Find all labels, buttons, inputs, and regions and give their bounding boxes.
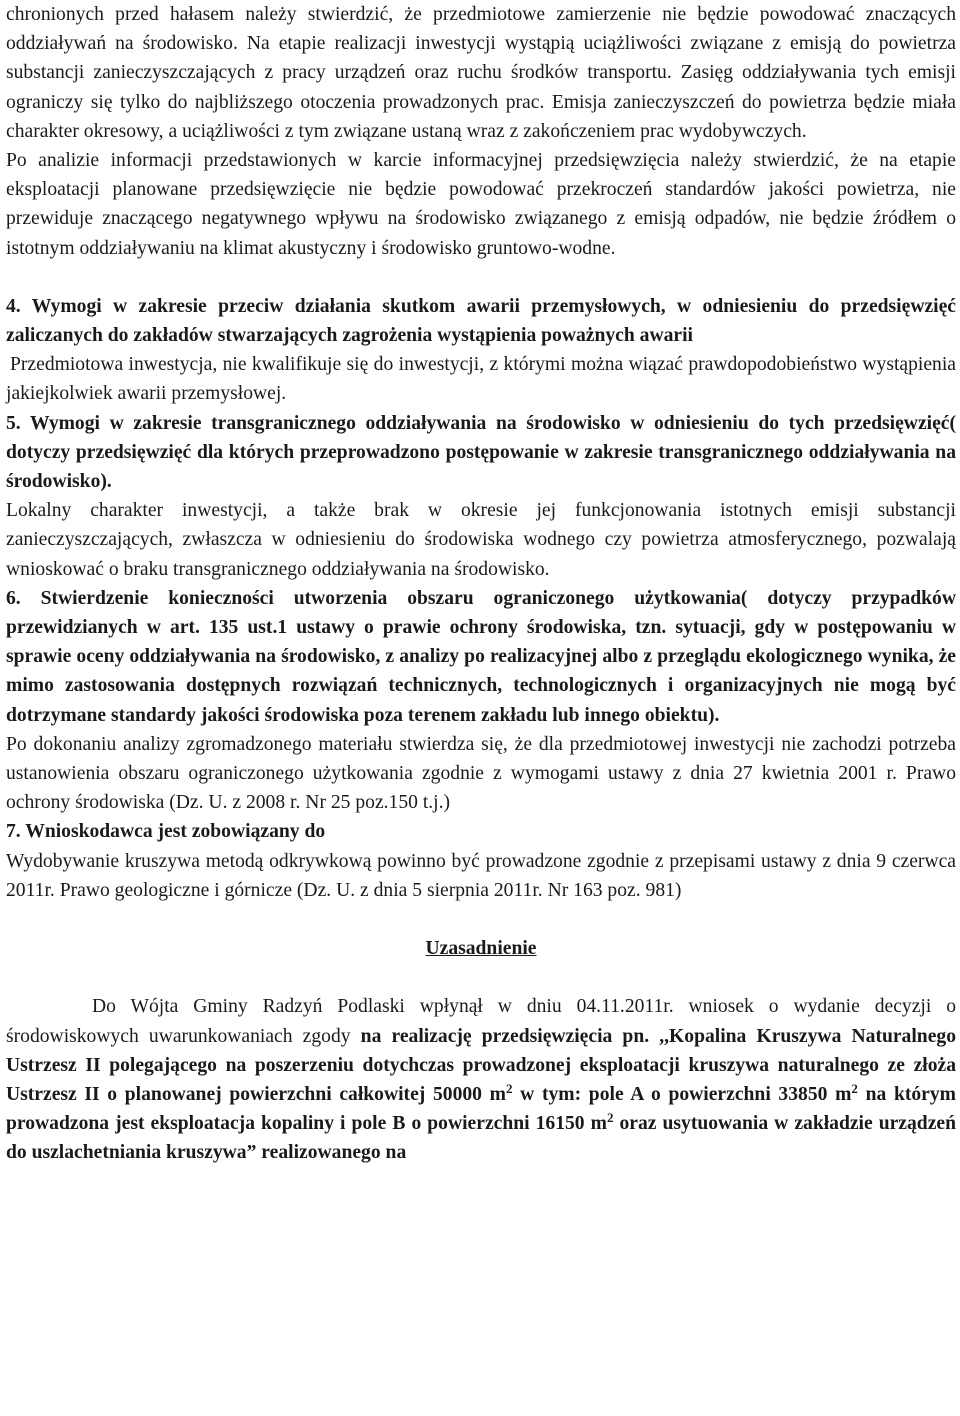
section-7-body: Wydobywanie kruszywa metodą odkrywkową powinno być prowadzone zgodnie z przepisami ustawy z dnia 9 czerwca 2011r. Prawo geologiczne i górnicze (Dz. U. z dnia 5 sierpnia 2011r. Nr 163 poz. 981)	[6, 850, 956, 901]
spacer	[6, 963, 956, 992]
section-4-body: Przedmiotowa inwestycja, nie kwalifikuje się do inwestycji, z którymi można wiązać prawdopodobieństwo wystąpienia jakiejkolwiek awarii przemysłowej.	[6, 354, 956, 405]
paragraph-emissions: chronionych przed hałasem należy stwierdzić, że przedmiotowe zamierzenie nie będzie powodować znaczących oddziaływań na środowisko. Na etapie realizacji inwestycji wystąpią uciążliwości związane z emisją do powietrza substancji zanieczyszczających z pracy urządzeń oraz ruchu środków transportu. Zasięg oddziaływania tych emisji ograniczy się tylko do najbliższego otoczenia prowadzonych prac. Emisja zanieczyszczeń do powietrza będzie miała charakter okresowy, a uciążliwości z tym związane ustaną wraz z zakończeniem prac wydobywczych.	[6, 4, 956, 142]
spacer	[6, 905, 956, 934]
paragraph-analysis: Po analizie informacji przedstawionych w karcie informacyjnej przedsięwzięcia należy stwierdzić, że na etapie eksploatacji planowane przedsięwzięcie nie będzie powodować przekroczeń standardów jakości powietrza, nie przewiduje znaczącego negatywnego wpływu na środowisko związanego z emisją odpadów, nie będzie źródłem o istotnym oddziaływaniu na klimat akustyczny i środowisko gruntowo-wodne.	[6, 150, 956, 259]
section-6-heading: 6. Stwierdzenie konieczności utworzenia obszaru ograniczonego użytkowania( dotyczy przypadków przewidzianych w art. 135 ust.1 ustawy o prawie ochrony środowiska, tzn. sytuacji, gdy w postępowaniu w sprawie oceny oddziaływania na środowisko, z analizy po realizacyjnej albo z przeglądu ekologicznego wynika, że mimo zastosowania dostępnych rozwiązań technicznych, technologicznych i organizacyjnych nie mogą być dotrzymane standardy jakości środowiska poza terenem zakładu lub innego obiektu).	[6, 587, 956, 726]
section-5-heading: 5. Wymogi w zakresie transgranicznego oddziaływania na środowisko w odniesieniu do tych przedsięwzięć( dotyczy przedsięwzięć dla których przeprowadzono postępowanie w zakresie transgranicznego oddziaływania na środowisko).	[6, 412, 956, 493]
section-5-body: Lokalny charakter inwestycji, a także brak w okresie jej funkcjonowania istotnych emisji substancji zanieczyszczających, zwłaszcza w odniesieniu do środowiska wodnego czy powietrza atmosferycznego, pozwalają wnioskować o braku transgranicznego oddziaływania na środowisko.	[6, 500, 956, 580]
section-7-heading: 7. Wnioskodawca jest zobowiązany do	[6, 821, 326, 843]
justification-body: Do Wójta Gminy Radzyń Podlaski wpłynął w dniu 04.11.2011r. wniosek o wydanie decyzji o środowiskowych uwarunkowaniach zgody na realizację przedsięwzięcia pn. ,,Kopalina Kruszywa Naturalnego Ustrzesz II polegającego na poszerzeniu dotychczas prowadzonej eksploatacji kruszywa naturalnego ze złoża Ustrzesz II o planowanej powierzchni całkowitej 50000 $m^2$ w tym: pole A o powierzchni 33850 $m^2$ na którym prowadzona jest eksploatacja kopaliny i pole B o powierzchni 16150 $m^2$ oraz usytuowania w zakładzie urządzeń do uszlachetniania kruszywa” realizowanego na	[6, 996, 956, 1164]
justification-title: Uzasadnienie	[425, 938, 537, 960]
section-6-body: Po dokonaniu analizy zgromadzonego materiału stwierdza się, że dla przedmiotowej inwestycji nie zachodzi potrzeba ustanowienia obszaru ograniczonego użytkowania zgodnie z wymogami ustawy z dnia 27 kwietnia 2001 r. Prawo ochrony środowiska (Dz. U. z 2008 r. Nr 25 poz.150 t.j.)	[6, 733, 956, 814]
paragraph-gap	[6, 263, 956, 292]
section-4-heading: 4. Wymogi w zakresie przeciw działania skutkom awarii przemysłowych, w odniesieniu do przedsięwzięć zaliczanych do zakładów stwarzających zagrożenia wystąpienia poważnych awarii	[6, 295, 956, 347]
